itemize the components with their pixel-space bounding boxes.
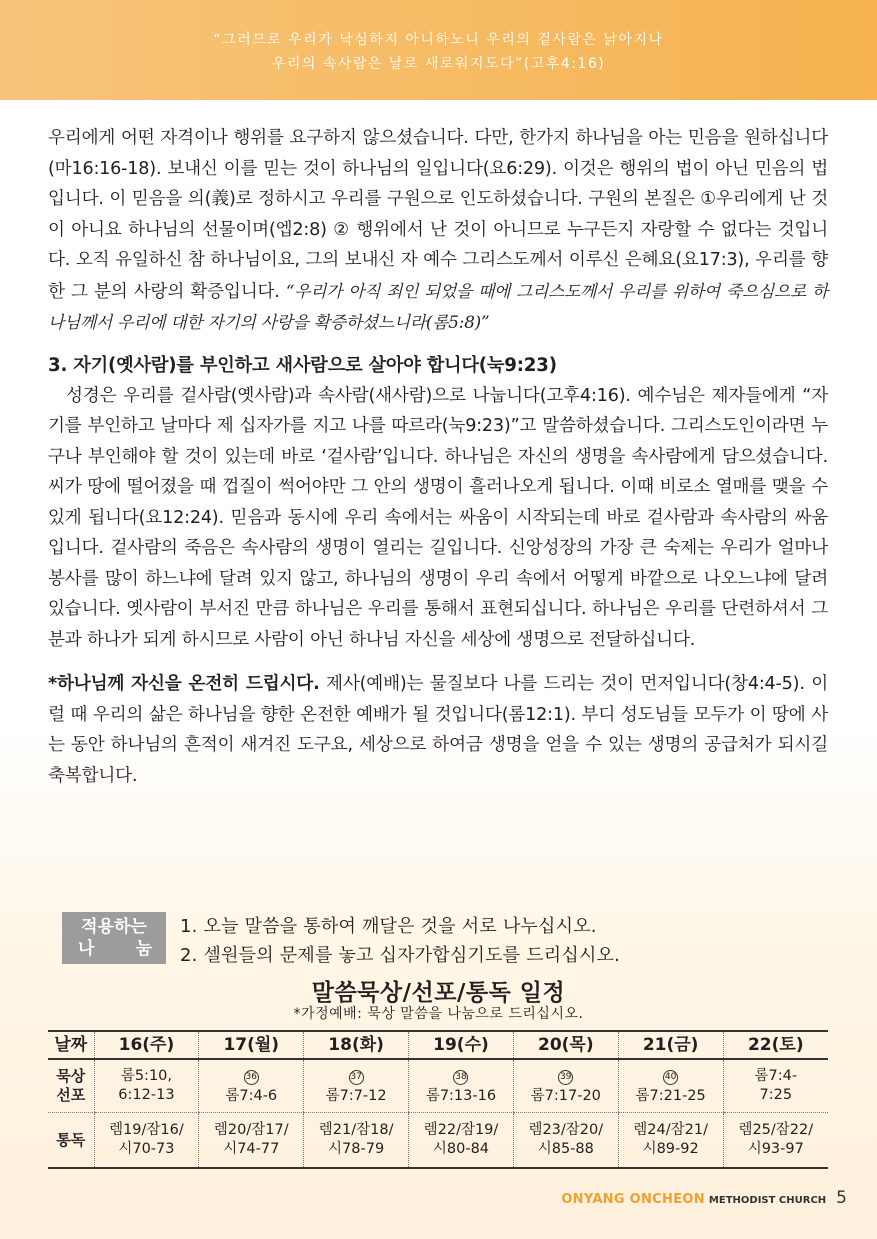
- section-3-paragraph: 성경은 우리를 겉사람(옛사람)과 속사람(새사람)으로 나눕니다(고후4:16). 예수님은 제자들에게 “자기를 부인하고 날마다 제 십자가를 지고 나를 따르라(눅9:23)”고 말씀하셨습니다. 그리스도인이라면 누구나 부인해야 할 것이 있는데 바로 ‘겉사람’입니다. 하나님은 자신의 생명을 속사람에게 담으셨습니다. 씨가 땅에 떨어졌을 때 껍질이 썩어야만 그 안의 생명이 흘러나오게 됩니다. 이때 비로소 열매를 맺을 수 있게 됩니다(요12:24). 믿음과 동시에 우리 속에서는 싸움이 시작되는데 바로 겉사람과 속사람의 싸움입니다. 겉사람의 죽음은 속사람의 생명이 열리는 길입니다. 신앙성장의 가장 큰 숙제는 우리가 얼마나 봉사를 많이 하느냐에 달려 있지 않고, 하나님의 생명이 우리 속에서 어떻게 바깥으로 나오느냐에 달려 있습니다. 옛사람이 부서진 만큼 하나님은 우리를 통해서 표현되십니다. 하나님은 우리를 단련하셔서 그분과 하나가 되게 하시므로 사람이 아닌 하나님 자신을 세상에 생명으로 전달하십니다.: [48, 385, 828, 650]
- header-banner: [0, 0, 877, 100]
- schedule-cell: [513, 1113, 618, 1169]
- application-item-1: 1. 오늘 말씀을 통하여 깨달은 것을 서로 나누십시오.: [180, 916, 597, 937]
- application-item-2: 2. 셀원들의 문제를 놓고 십자가합심기도를 드리십시오.: [180, 945, 621, 966]
- header-quote-line2: 우리의 속사람은 날로 새로워지도다”(고후4:16): [271, 56, 606, 72]
- circled-number: 37: [349, 1070, 364, 1085]
- cell-line: 시78-79: [328, 1141, 385, 1157]
- header-quote: [0, 28, 877, 76]
- schedule-cell: [199, 1059, 304, 1113]
- application-badge-num: 눔: [135, 939, 152, 959]
- schedule-cell: [199, 1113, 304, 1169]
- schedule-day: 20(목): [513, 1031, 618, 1059]
- schedule-cell: [94, 1059, 199, 1113]
- cell-line: 시89-92: [642, 1141, 699, 1157]
- schedule-row-reading: [48, 1113, 828, 1169]
- schedule-cell: [513, 1059, 618, 1113]
- schedule-day: 22(토): [723, 1031, 828, 1059]
- application-badge-line2: [62, 938, 166, 960]
- schedule-cell: [618, 1113, 723, 1169]
- schedule-day: 17(월): [199, 1031, 304, 1059]
- paragraph-offering-text: 제사(예배)는 물질보다 나를 드리는 것이 먼저입니다(창4:4-5). 이럴 때 우리의 삶은 하나님을 향한 온전한 예배가 될 것입니다(롬12:1). 부디 성도님들 모두가 이 땅에 사는 동안 하나님의 흔적이 새겨진 도구요, 세상으로 하여금 생명을 얻을 수 있는 생명의 공급처가 되시길 축복합니다.: [48, 674, 828, 786]
- header-quote-line1: “그러므로 우리가 낙심하지 아니하노니 우리의 겉사람은 낡아지나: [213, 32, 664, 48]
- schedule-cell: [723, 1113, 828, 1169]
- circled-number: 40: [663, 1070, 678, 1085]
- page-number: 5: [836, 1188, 847, 1208]
- church-name: ONYANG ONCHEON: [561, 1192, 705, 1207]
- cell-line: 렘23/잠20/: [528, 1122, 604, 1138]
- cell-line: 롬5:10,: [120, 1068, 173, 1084]
- cell-line: 7:25: [759, 1087, 793, 1103]
- circled-number: 38: [453, 1070, 468, 1085]
- cell-line: 롬7:17-20: [530, 1088, 601, 1104]
- section-3-heading: 3. 자기(옛사람)를 부인하고 새사람으로 살아야 합니다(눅9:23): [48, 354, 557, 376]
- circled-number: 36: [244, 1070, 259, 1085]
- cell-line: 렘24/잠21/: [633, 1122, 708, 1138]
- cell-line: 시70-73: [118, 1141, 175, 1157]
- schedule-title: 말씀묵상/선포/통독 일정: [311, 980, 566, 1006]
- row-label-meditation-a: 묵상: [56, 1067, 86, 1085]
- page-footer: [561, 1188, 847, 1208]
- cell-line: 롬7:7-12: [325, 1088, 387, 1104]
- paragraph-offering: [48, 669, 828, 791]
- paragraph-faith-quote: “우리가 아직 죄인 되었을 때에 그리스도께서 우리를 위하여 죽으심으로 하나님께서 우리에 대한 자기의 사랑을 확증하셨느니라(롬5:8)”: [48, 280, 828, 332]
- sermon-body: [48, 123, 828, 791]
- schedule-cell: [409, 1113, 514, 1169]
- schedule-day: 19(수): [409, 1031, 514, 1059]
- cell-line: 롬7:21-25: [635, 1088, 706, 1104]
- circled-number: 39: [558, 1070, 573, 1085]
- church-subtitle: METHODIST CHURCH: [708, 1195, 827, 1206]
- row-label-meditation-b: 선포: [56, 1086, 86, 1104]
- cell-line: 롬7:4-: [754, 1068, 798, 1084]
- paragraph-offering-lead: *하나님께 자신을 온전히 드립시다.: [48, 674, 320, 694]
- schedule-subtitle: *가정예배: 묵상 말씀을 나눔으로 드리십시오.: [293, 1006, 584, 1022]
- schedule-cell: [94, 1113, 199, 1169]
- cell-line: 시74-77: [223, 1141, 280, 1157]
- cell-line: 렘21/잠18/: [318, 1122, 394, 1138]
- cell-line: 시80-84: [432, 1141, 490, 1157]
- schedule-cell: [304, 1059, 409, 1113]
- application-list: [180, 912, 620, 970]
- cell-line: 시85-88: [537, 1141, 594, 1157]
- row-label-meditation: [48, 1059, 94, 1113]
- schedule-cell: [409, 1059, 514, 1113]
- paragraph-faith: [48, 123, 828, 339]
- application-badge-line1: 적용하는: [81, 917, 147, 937]
- schedule-day: 18(화): [304, 1031, 409, 1059]
- paragraph-faith-text: 우리에게 어떤 자격이나 행위를 요구하지 않으셨습니다. 다만, 한가지 하나님을 아는 민음을 원하십니다(마16:16-18). 보내신 이를 믿는 것이 하나님의 일입니다(요6:29). 이것은 행위의 법이 아닌 민음의 법입니다. 이 믿음을 의(義)로 정하시고 우리를 구원으로 인도하셨습니다. 구원의 본질은 ①우리에게 난 것이 아니요 하나님의 선물이며(엡2:8) ② 행위에서 난 것이 아니므로 누구든지 자랑할 수 없다는 것입니다. 오직 유일하신 참 하나님이요, 그의 보내신 자 예수 그리스도께서 이루신 은혜요(요17:3), 우리를 향한 그 분의 사랑의 확증입니다.: [48, 128, 828, 302]
- cell-line: 롬7:4-6: [225, 1088, 278, 1104]
- row-label-reading: 통독: [48, 1113, 94, 1169]
- schedule-date-label: 날짜: [48, 1031, 94, 1059]
- application-badge: [62, 912, 166, 964]
- application-section: [62, 912, 620, 970]
- cell-line: 렘19/잠16/: [109, 1122, 184, 1138]
- cell-line: 시93-97: [747, 1141, 804, 1157]
- schedule-header-row: [48, 1031, 828, 1059]
- cell-line: 6:12-13: [118, 1087, 175, 1103]
- schedule-cell: [618, 1059, 723, 1113]
- application-badge-na: 나: [78, 939, 95, 959]
- schedule-row-meditation: [48, 1059, 828, 1113]
- schedule-table: [48, 1030, 828, 1169]
- cell-line: 롬7:13-16: [425, 1088, 497, 1104]
- schedule-cell: [723, 1059, 828, 1113]
- cell-line: 렘20/잠17/: [213, 1122, 289, 1138]
- cell-line: 렘25/잠22/: [738, 1122, 814, 1138]
- cell-line: 렘22/잠19/: [423, 1122, 499, 1138]
- schedule-day: 21(금): [618, 1031, 723, 1059]
- schedule-day: 16(주): [94, 1031, 199, 1059]
- schedule-cell: [304, 1113, 409, 1169]
